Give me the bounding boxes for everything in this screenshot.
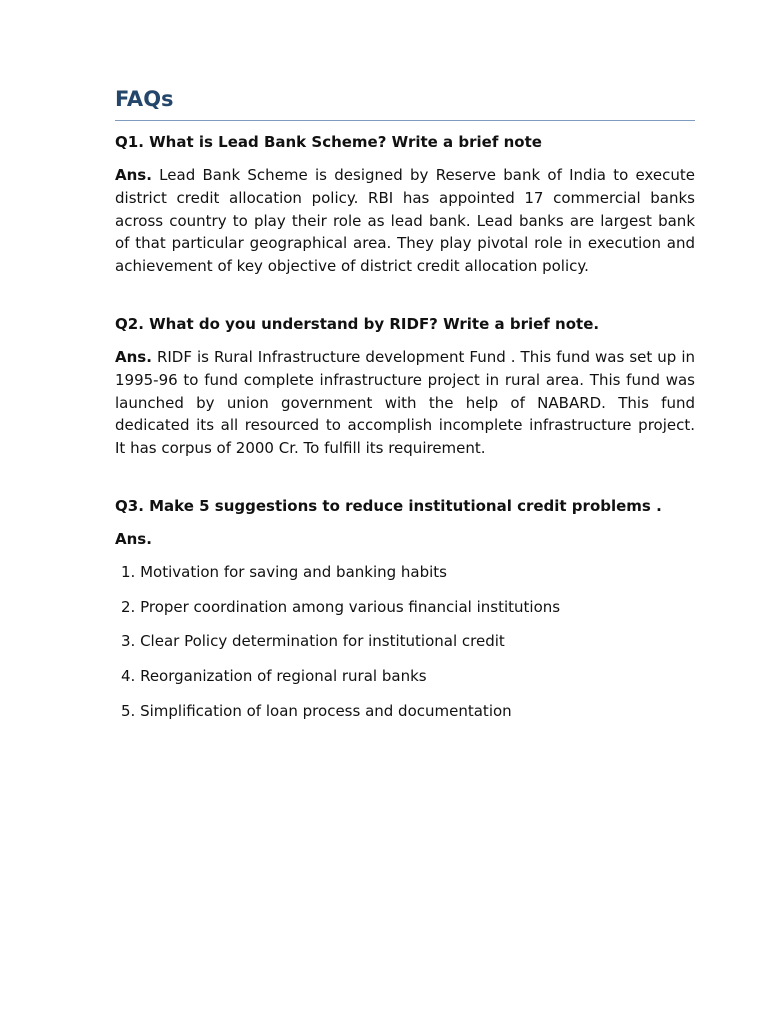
suggestion-list [115, 561, 695, 722]
answer-1 [115, 164, 695, 278]
list-item: 3. Clear Policy determination for institutional credit [121, 632, 505, 651]
faq-q2 [115, 313, 695, 460]
answer-2-text: RIDF is Rural Infrastructure development Fund . This fund was set up in 1995-96 to fund complete infrastructure project in rural area. This fund was launched by union government with the help of NABARD. This fund dedicated its all resourced to accomplish incomplete infrastructure project. It has corpus of 2000 Cr. To fulfill its requirement. [115, 347, 695, 458]
question-2: Q2. What do you understand by RIDF? Write a brief note. [115, 314, 600, 333]
answer-2 [115, 346, 695, 460]
section-spacer [115, 460, 695, 495]
question-3: Q3. Make 5 suggestions to reduce institutional credit problems . [115, 496, 662, 515]
faq-q1 [115, 131, 695, 278]
list-item: 2. Proper coordination among various financial institutions [121, 597, 561, 616]
list-item: 1. Motivation for saving and banking habits [121, 562, 448, 581]
title-divider [115, 120, 695, 121]
answer-3-label: Ans. [115, 529, 152, 548]
section-spacer [115, 278, 695, 313]
answer-1-label: Ans. [115, 166, 152, 184]
answer-3 [115, 528, 695, 551]
faq-q3 [115, 495, 695, 722]
answer-1-text: Lead Bank Scheme is designed by Reserve bank of India to execute district credit allocation policy. RBI has appointed 17 commercial banks across country to play their role as lead bank. Lead banks are largest bank of that particular geographical area. They play pivotal role in execution and achievement of key objective of district credit allocation policy. [115, 166, 695, 276]
faq-document [115, 84, 695, 735]
list-item: 4. Reorganization of regional rural banks [121, 667, 427, 686]
list-item: 5. Simplification of loan process and documentation [121, 701, 512, 720]
page-title: FAQs [115, 87, 174, 111]
answer-2-label: Ans. [115, 347, 152, 366]
question-1: Q1. What is Lead Bank Scheme? Write a brief note [115, 133, 542, 151]
